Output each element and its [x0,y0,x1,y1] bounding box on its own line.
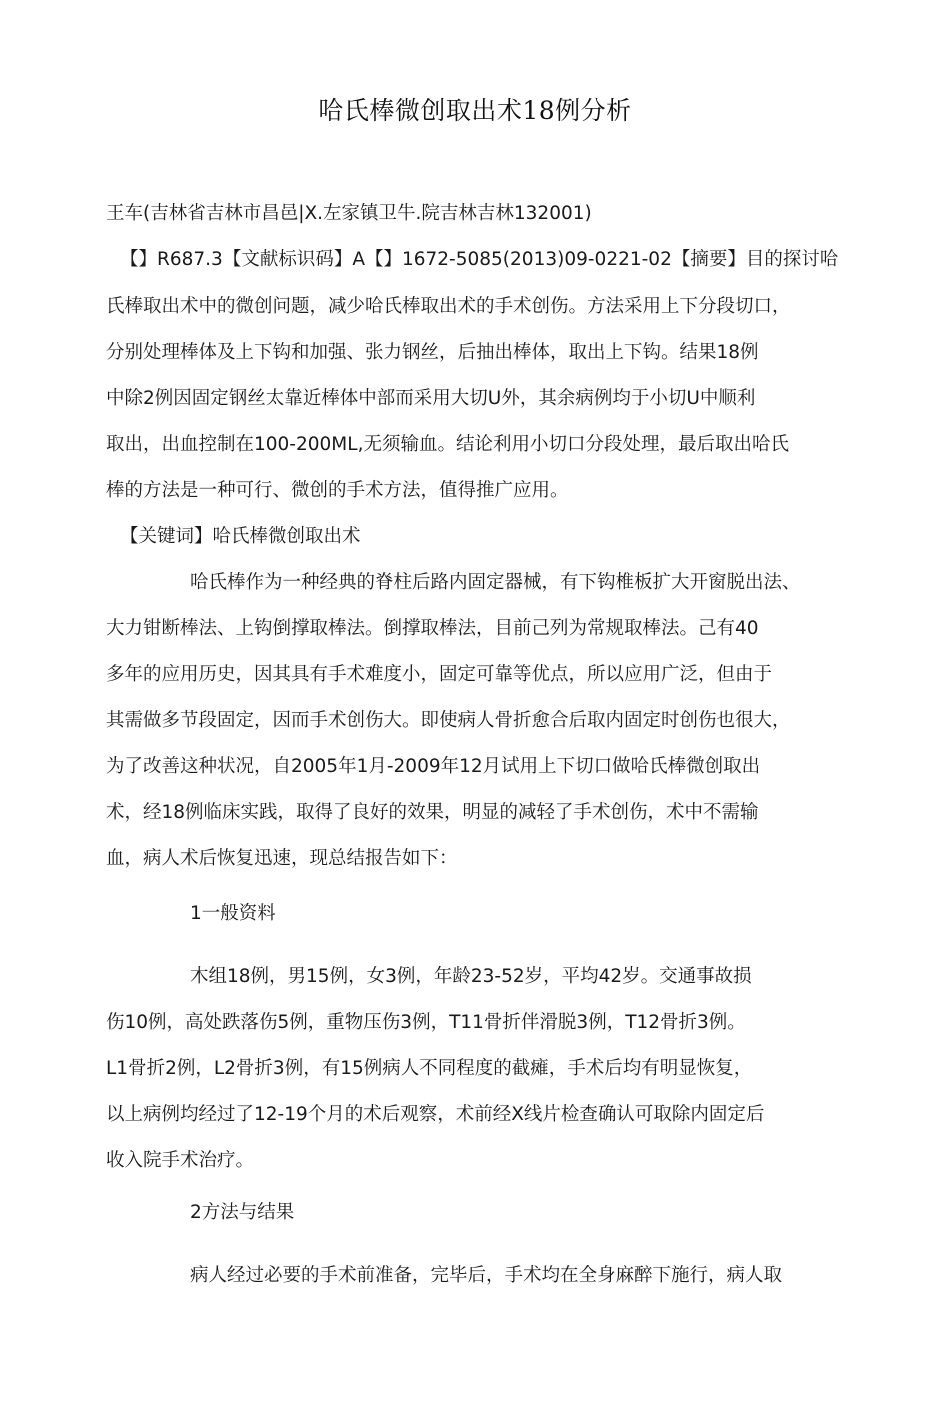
intro-line: 血，病人术后恢复迅速，现总结报告如下： [106,848,458,869]
keywords-line: 【关键词】哈氏棒微创取出术 [120,526,361,547]
intro-line: 术，经18例临床实践，取得了良好的效果，明显的减轻了手术创伤，术中不需输 [106,802,759,823]
section1-line: 收入院手术治疗。 [106,1150,255,1171]
section1-line: 以上病例均经过了12-19个月的术后观察，术前经X线片检查确认可取除内固定后 [106,1104,765,1125]
intro-line: 其需做多节段固定，因而手术创伤大。即使病人骨折愈合后取内固定时创伤也很大， [106,710,791,731]
abstract-line: 取出，出血控制在100-200ML,无须输血。结论利用小切口分段处理，最后取出哈氏 [106,434,789,455]
abstract-line: 【】R687.3【文献标识码】A【】1672-5085(2013)09-0221-02【摘要】目的探讨哈 [120,249,839,270]
section2-line: 病人经过必要的手术前准备，完毕后，手术均在全身麻醉下施行，病人取 [190,1265,783,1286]
abstract-line: 中除2例因固定钢丝太靠近棒体中部而采用大切U外，其余病例均于小切U中顺利 [106,388,756,409]
paper-title: 哈氏棒微创取出术18例分析 [318,96,632,125]
section1-line: 木组18例，男15例，女3例，年龄23-52岁，平均42岁。交通事故损 [190,966,752,987]
intro-line: 多年的应用历史，因其具有手术难度小，固定可靠等优点，所以应用广泛，但由于 [106,664,773,685]
author-affiliation: 王车(吉林省吉林市昌邑|X.左家镇卫牛.院吉林吉林132001) [106,203,592,224]
abstract-line: 棒的方法是一种可行、微创的手术方法，值得推广应用。 [106,480,569,501]
section1-line: L1骨折2例，L2骨折3例，有15例病人不同程度的截瘫，手术后均有明显恢复， [106,1058,753,1079]
abstract-line: 氏棒取出术中的微创问题，减少哈氏棒取出术的手术创伤。方法采用上下分段切口， [106,296,791,317]
intro-line: 哈氏棒作为一种经典的脊柱后路内固定器械，有下钩椎板扩大开窗脱出法、 [190,572,801,593]
section-heading-methods-results: 2方法与结果 [190,1202,295,1223]
abstract-line: 分别处理棒体及上下钩和加强、张力钢丝，后抽出棒体，取出上下钩。结果18例 [106,342,759,363]
intro-line: 大力钳断棒法、上钩倒撑取棒法。倒撑取棒法，目前己列为常规取棒法。己有40 [106,618,759,639]
section1-line: 伤10例，高处跌落伤5例，重物压伤3例，T11骨折伴滑脱3例，T12骨折3例。 [106,1012,746,1033]
intro-line: 为了改善这种状况，自2005年1月-2009年12月试用上下切口做哈氏棒微创取出 [106,756,761,777]
section-heading-general-data: 1一般资料 [190,903,276,924]
